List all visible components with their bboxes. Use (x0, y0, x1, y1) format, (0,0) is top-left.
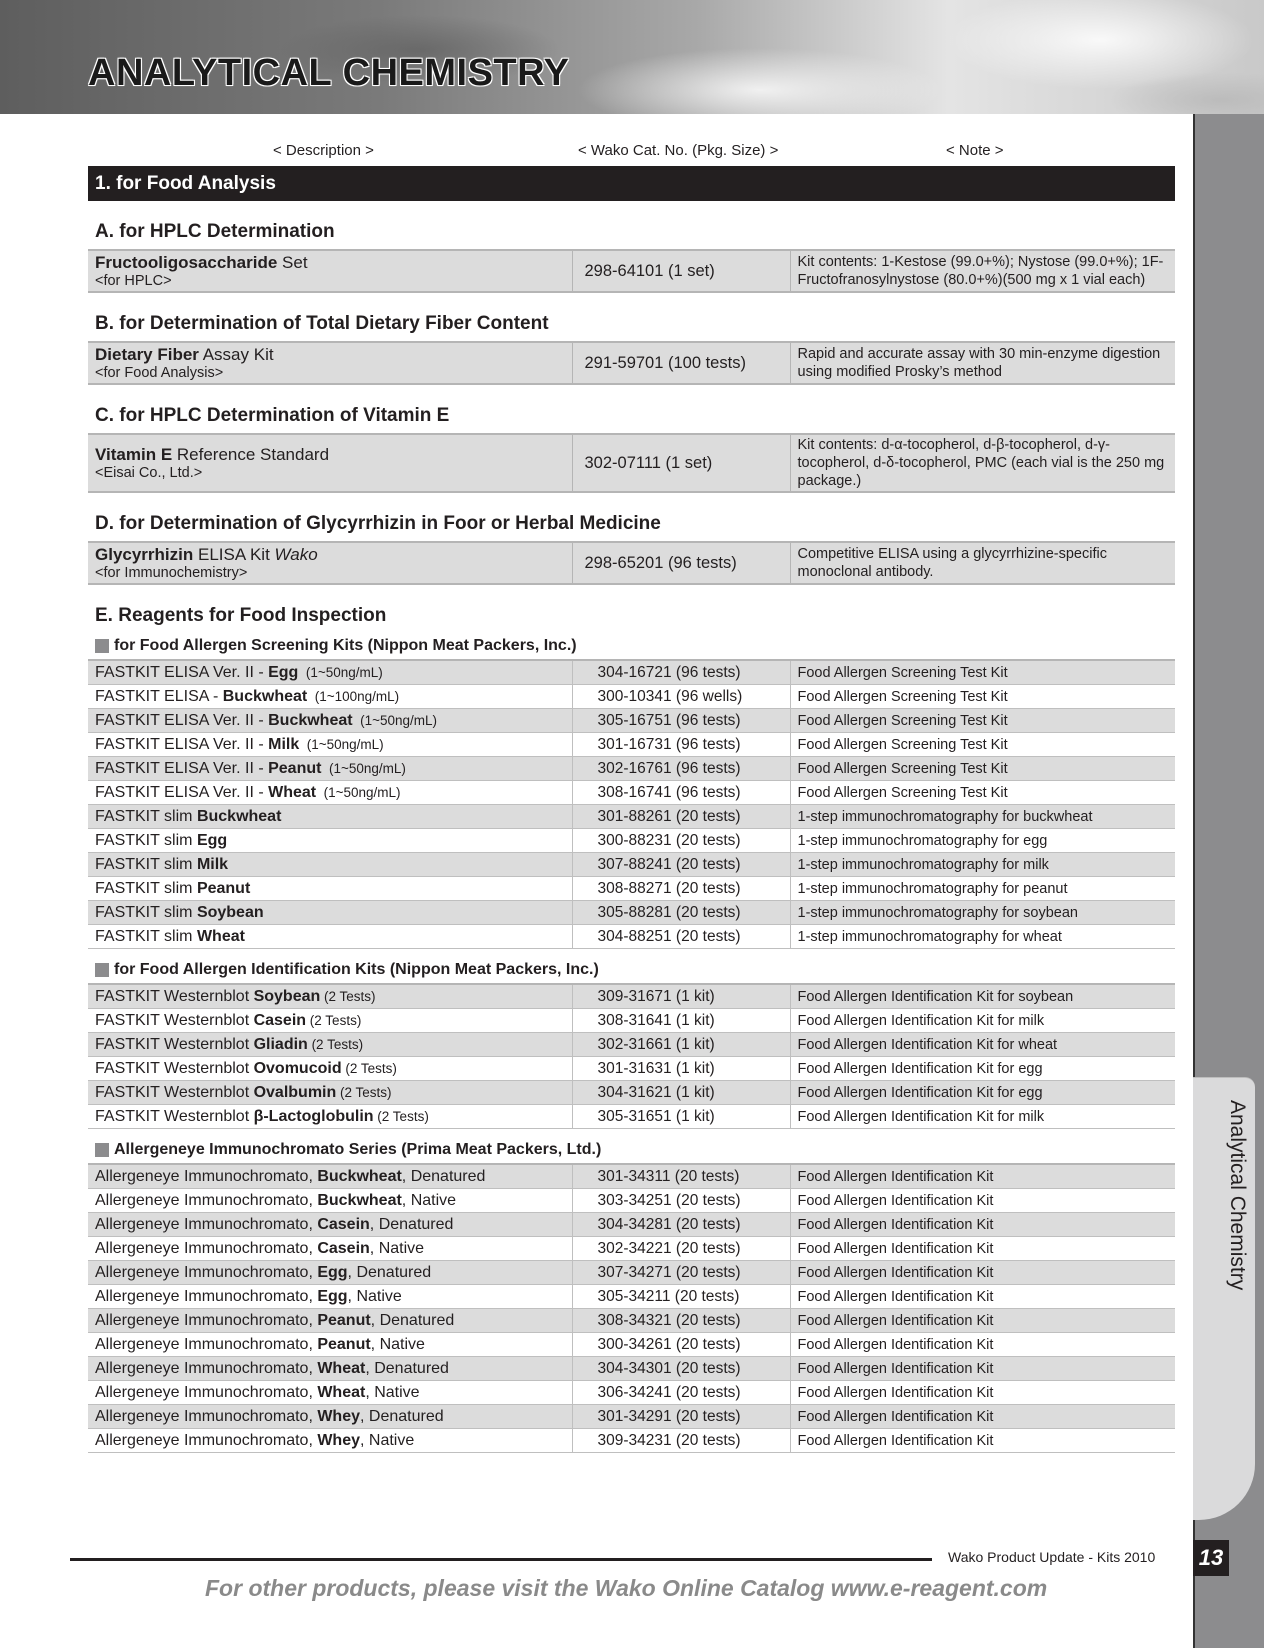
catalog-cell: 301-34311 (20 tests) (572, 1164, 790, 1189)
catalog-cell: 303-34251 (20 tests) (572, 1189, 790, 1213)
note-cell: Food Allergen Identification Kit for egg (790, 1081, 1175, 1105)
product-name: Fructooligosaccharide (95, 253, 278, 272)
product-type: Assay Kit (198, 345, 274, 364)
allergen-name: Soybean (253, 987, 321, 1005)
reagent-groups (88, 637, 1175, 1453)
catalog-cell: 300-10341 (96 wells) (572, 685, 790, 709)
product-suffix: , Denatured (360, 1407, 444, 1425)
column-header-catalog: < Wako Cat. No. (Pkg. Size) > (578, 142, 779, 159)
allergen-name: Wheat (317, 1383, 366, 1401)
subsection-heading-e: E. Reagents for Food Inspection (95, 605, 387, 626)
product-subtitle: <for HPLC> (95, 273, 172, 289)
note-cell: Food Allergen Identification Kit (790, 1309, 1175, 1333)
product-prefix: FASTKIT ELISA Ver. II - (95, 711, 269, 729)
product-table-c (88, 433, 1175, 493)
catalog-cell: 301-88261 (20 tests) (572, 805, 790, 829)
section-heading: 1. for Food Analysis (88, 166, 1175, 201)
table-row (88, 1237, 1175, 1261)
description-cell (88, 1309, 572, 1333)
note-cell: Food Allergen Screening Test Kit (790, 757, 1175, 781)
table-row (88, 925, 1175, 949)
product-range: (1~100ng/mL) (307, 688, 400, 704)
product-suffix: , Denatured (365, 1359, 449, 1377)
table-row (88, 901, 1175, 925)
catalog-cell: 308-31641 (1 kit) (572, 1009, 790, 1033)
allergen-name: Wheat (317, 1359, 366, 1377)
table-row (88, 1429, 1175, 1453)
product-table-d (88, 541, 1175, 585)
product-range: (2 Tests) (341, 1060, 397, 1076)
description-cell (88, 709, 572, 733)
product-name: Vitamin E (95, 445, 173, 464)
description-cell (88, 781, 572, 805)
description-cell (88, 542, 572, 584)
product-prefix: FASTKIT Westernblot (95, 1083, 254, 1101)
catalog-cell: 302-34221 (20 tests) (572, 1237, 790, 1261)
description-cell (88, 1081, 572, 1105)
note-cell: Food Allergen Screening Test Kit (790, 781, 1175, 805)
description-cell (88, 984, 572, 1009)
allergen-name: Milk (268, 735, 300, 753)
product-subtitle: <Eisai Co., Ltd.> (95, 465, 203, 481)
section-tab-label: Analytical Chemistry (1226, 1100, 1249, 1291)
product-prefix: FASTKIT ELISA Ver. II - (95, 663, 269, 681)
note-cell: Food Allergen Identification Kit (790, 1405, 1175, 1429)
product-prefix: FASTKIT slim (95, 807, 197, 825)
table-row (88, 1033, 1175, 1057)
description-cell (88, 1357, 572, 1381)
product-prefix: Allergeneye Immunochromato, (95, 1191, 318, 1209)
table-row (88, 781, 1175, 805)
product-prefix: Allergeneye Immunochromato, (95, 1359, 318, 1377)
catalog-cell: 309-31671 (1 kit) (572, 984, 790, 1009)
allergen-name: Ovalbumin (253, 1083, 337, 1101)
allergen-name: Buckwheat (196, 807, 282, 825)
catalog-cell: 302-16761 (96 tests) (572, 757, 790, 781)
table-row (88, 1164, 1175, 1189)
note-cell: Food Allergen Identification Kit (790, 1285, 1175, 1309)
table-row (88, 1333, 1175, 1357)
product-range: (1~50ng/mL) (299, 736, 384, 752)
description-cell (88, 1057, 572, 1081)
product-range: (1~50ng/mL) (352, 712, 437, 728)
catalog-cell: 304-16721 (96 tests) (572, 660, 790, 685)
note-cell: Food Allergen Identification Kit for soybean (790, 984, 1175, 1009)
description-cell (88, 1009, 572, 1033)
note-cell: Food Allergen Identification Kit (790, 1357, 1175, 1381)
note-cell: Food Allergen Identification Kit for milk (790, 1105, 1175, 1129)
product-table-a (88, 249, 1175, 293)
table-row (88, 685, 1175, 709)
note-cell: Kit contents: 1-Kestose (99.0+%); Nystose (99.0+%); 1F-Fructofranosylnystose (80.0+%)(500 mg x 1 vial each) (790, 250, 1175, 292)
product-prefix: Allergeneye Immunochromato, (95, 1335, 318, 1353)
subsection-heading-b: B. for Determination of Total Dietary Fiber Content (95, 313, 549, 334)
table-row (88, 1357, 1175, 1381)
product-prefix: FASTKIT Westernblot (95, 987, 254, 1005)
allergen-name: Peanut (268, 759, 322, 777)
table-row (88, 829, 1175, 853)
allergen-name: Egg (268, 663, 299, 681)
description-cell (88, 685, 572, 709)
catalog-cell: 305-88281 (20 tests) (572, 901, 790, 925)
allergen-name: Peanut (317, 1311, 371, 1329)
product-suffix: , Denatured (401, 1167, 486, 1185)
product-prefix: Allergeneye Immunochromato, (95, 1407, 318, 1425)
note-cell: 1-step immunochromatography for soybean (790, 901, 1175, 925)
catalog-cell: 302-07111 (1 set) (572, 434, 790, 492)
product-list-table (88, 1163, 1175, 1453)
catalog-cell: 306-34241 (20 tests) (572, 1381, 790, 1405)
product-prefix: FASTKIT slim (95, 831, 197, 849)
note-cell: Food Allergen Identification Kit (790, 1429, 1175, 1453)
description-cell (88, 829, 572, 853)
catalog-cell: 308-88271 (20 tests) (572, 877, 790, 901)
allergen-name: Buckwheat (317, 1191, 402, 1209)
product-prefix: Allergeneye Immunochromato, (95, 1239, 318, 1257)
column-header-description: < Description > (273, 142, 374, 159)
table-row (88, 853, 1175, 877)
description-cell (88, 250, 572, 292)
allergen-name: Egg (317, 1287, 348, 1305)
product-subtitle: <for Food Analysis> (95, 365, 224, 381)
note-cell: Food Allergen Identification Kit (790, 1189, 1175, 1213)
product-range: (1~50ng/mL) (321, 760, 406, 776)
table-row (88, 733, 1175, 757)
catalog-cell: 308-34321 (20 tests) (572, 1309, 790, 1333)
description-cell (88, 1285, 572, 1309)
catalog-cell: 301-16731 (96 tests) (572, 733, 790, 757)
product-range: (1~50ng/mL) (298, 664, 383, 680)
allergen-name: Casein (317, 1239, 370, 1257)
description-cell (88, 1164, 572, 1189)
table-row (88, 1261, 1175, 1285)
table-row (88, 1189, 1175, 1213)
catalog-cell: 304-88251 (20 tests) (572, 925, 790, 949)
description-cell (88, 1105, 572, 1129)
product-range: (1~50ng/mL) (316, 784, 401, 800)
description-cell (88, 733, 572, 757)
table-row (88, 1309, 1175, 1333)
catalog-cell: 305-31651 (1 kit) (572, 1105, 790, 1129)
catalog-content (88, 138, 1175, 1453)
product-table-b (88, 341, 1175, 385)
product-name: Dietary Fiber (95, 345, 199, 364)
product-prefix: FASTKIT slim (95, 879, 197, 897)
table-row (88, 1105, 1175, 1129)
table-row (88, 877, 1175, 901)
description-cell (88, 901, 572, 925)
catalog-cell: 301-34291 (20 tests) (572, 1405, 790, 1429)
header-banner (0, 0, 1264, 114)
description-cell (88, 1261, 572, 1285)
allergen-name: Whey (317, 1407, 360, 1425)
allergen-name: Buckwheat (268, 711, 353, 729)
table-row (88, 342, 1175, 384)
product-type: Set (277, 253, 308, 272)
catalog-cell: 305-34211 (20 tests) (572, 1285, 790, 1309)
allergen-name: Casein (317, 1215, 370, 1233)
product-list-table (88, 983, 1175, 1129)
note-cell: 1-step immunochromatography for milk (790, 853, 1175, 877)
product-prefix: FASTKIT ELISA Ver. II - (95, 759, 269, 777)
catalog-cell: 307-34271 (20 tests) (572, 1261, 790, 1285)
table-row (88, 984, 1175, 1009)
brand-name: Wako (274, 545, 318, 564)
description-cell (88, 1429, 572, 1453)
allergen-name: Gliadin (253, 1035, 308, 1053)
product-suffix: , Native (365, 1383, 420, 1401)
page-number: 13 (1193, 1540, 1229, 1576)
allergen-name: β-Lactoglobulin (253, 1107, 374, 1125)
allergen-name: Casein (253, 1011, 307, 1029)
product-suffix: , Native (401, 1191, 457, 1209)
product-prefix: Allergeneye Immunochromato, (95, 1431, 318, 1449)
square-bullet-icon (95, 639, 109, 653)
product-range: (2 Tests) (320, 988, 376, 1004)
group-title: Allergeneye Immunochromato Series (Prima Meat Packers, Ltd.) (114, 1141, 602, 1158)
product-suffix: , Native (347, 1287, 402, 1305)
note-cell: Food Allergen Identification Kit (790, 1261, 1175, 1285)
allergen-name: Peanut (196, 879, 251, 897)
note-cell: Food Allergen Screening Test Kit (790, 709, 1175, 733)
allergen-name: Buckwheat (222, 687, 308, 705)
product-prefix: FASTKIT Westernblot (95, 1059, 254, 1077)
description-cell (88, 1033, 572, 1057)
description-cell (88, 853, 572, 877)
allergen-name: Wheat (268, 783, 317, 801)
note-cell: Food Allergen Screening Test Kit (790, 660, 1175, 685)
description-cell (88, 434, 572, 492)
allergen-name: Peanut (317, 1335, 371, 1353)
product-subtitle: <for Immunochemistry> (95, 565, 248, 581)
note-cell: 1-step immunochromatography for wheat (790, 925, 1175, 949)
product-prefix: FASTKIT Westernblot (95, 1035, 254, 1053)
group-heading (95, 1141, 1175, 1159)
table-row (88, 1213, 1175, 1237)
product-suffix: , Native (369, 1239, 425, 1257)
product-prefix: Allergeneye Immunochromato, (95, 1383, 318, 1401)
product-type: Reference Standard (172, 445, 330, 464)
product-suffix: , Native (370, 1335, 425, 1353)
product-range: (2 Tests) (306, 1012, 362, 1028)
table-row (88, 1081, 1175, 1105)
product-name: Glycyrrhizin (95, 545, 194, 564)
catalog-cell: 308-16741 (96 tests) (572, 781, 790, 805)
allergen-name: Buckwheat (317, 1167, 402, 1185)
table-row (88, 1009, 1175, 1033)
note-cell: 1-step immunochromatography for buckwheat (790, 805, 1175, 829)
note-cell: Rapid and accurate assay with 30 min-enzyme digestion using modified Prosky’s method (790, 342, 1175, 384)
note-cell: Food Allergen Identification Kit for wheat (790, 1033, 1175, 1057)
allergen-name: Ovomucoid (253, 1059, 342, 1077)
product-suffix: , Denatured (370, 1311, 455, 1329)
note-cell: Food Allergen Screening Test Kit (790, 733, 1175, 757)
catalog-cell: 298-65201 (96 tests) (572, 542, 790, 584)
allergen-name: Milk (196, 855, 229, 873)
product-prefix: FASTKIT Westernblot (95, 1011, 254, 1029)
catalog-cell: 300-88231 (20 tests) (572, 829, 790, 853)
product-suffix: , Denatured (347, 1263, 432, 1281)
catalog-cell: 307-88241 (20 tests) (572, 853, 790, 877)
catalog-cell: 301-31631 (1 kit) (572, 1057, 790, 1081)
product-range: (2 Tests) (373, 1108, 429, 1124)
description-cell (88, 877, 572, 901)
square-bullet-icon (95, 1143, 109, 1157)
description-cell (88, 1333, 572, 1357)
column-header-note: < Note > (946, 142, 1004, 159)
catalog-cell: 309-34231 (20 tests) (572, 1429, 790, 1453)
catalog-cell: 304-31621 (1 kit) (572, 1081, 790, 1105)
note-cell: Food Allergen Identification Kit (790, 1164, 1175, 1189)
description-cell (88, 805, 572, 829)
note-cell: Food Allergen Identification Kit (790, 1213, 1175, 1237)
group-heading (95, 637, 1175, 655)
catalog-cell: 300-34261 (20 tests) (572, 1333, 790, 1357)
footer-rule (70, 1558, 932, 1561)
description-cell (88, 660, 572, 685)
group-heading (95, 961, 1175, 979)
subsection-heading-d: D. for Determination of Glycyrrhizin in Foor or Herbal Medicine (95, 513, 661, 534)
note-cell: Food Allergen Identification Kit (790, 1237, 1175, 1261)
note-cell: 1-step immunochromatography for egg (790, 829, 1175, 853)
note-cell: Food Allergen Identification Kit for milk (790, 1009, 1175, 1033)
description-cell (88, 925, 572, 949)
product-prefix: Allergeneye Immunochromato, (95, 1263, 318, 1281)
table-row (88, 542, 1175, 584)
table-row (88, 1057, 1175, 1081)
product-prefix: FASTKIT slim (95, 903, 197, 921)
note-cell: Food Allergen Identification Kit for egg (790, 1057, 1175, 1081)
note-cell: 1-step immunochromatography for peanut (790, 877, 1175, 901)
description-cell (88, 342, 572, 384)
allergen-name: Soybean (196, 903, 264, 921)
square-bullet-icon (95, 963, 109, 977)
table-row (88, 660, 1175, 685)
product-suffix: , Native (360, 1431, 415, 1449)
group-title: for Food Allergen Screening Kits (Nippon Meat Packers, Inc.) (114, 637, 577, 654)
page-title: ANALYTICAL CHEMISTRY (88, 52, 570, 94)
catalog-cell: 305-16751 (96 tests) (572, 709, 790, 733)
allergen-name: Whey (317, 1431, 360, 1449)
description-cell (88, 1237, 572, 1261)
product-range: (2 Tests) (336, 1084, 392, 1100)
table-row (88, 250, 1175, 292)
product-prefix: FASTKIT ELISA Ver. II - (95, 783, 269, 801)
footer-caption: Wako Product Update - Kits 2010 (948, 1549, 1156, 1565)
catalog-cell: 304-34281 (20 tests) (572, 1213, 790, 1237)
allergen-name: Egg (196, 831, 228, 849)
description-cell (88, 1189, 572, 1213)
product-prefix: FASTKIT slim (95, 855, 197, 873)
product-type: ELISA Kit (193, 545, 275, 564)
table-row (88, 1381, 1175, 1405)
product-range: (2 Tests) (307, 1036, 364, 1052)
product-prefix: Allergeneye Immunochromato, (95, 1215, 318, 1233)
product-prefix: Allergeneye Immunochromato, (95, 1311, 318, 1329)
table-row (88, 1405, 1175, 1429)
footer-catalog-link[interactable]: For other products, please visit the Wako Online Catalog www.e-reagent.com (205, 1575, 1048, 1601)
description-cell (88, 757, 572, 781)
allergen-name: Wheat (196, 927, 245, 945)
note-cell: Food Allergen Screening Test Kit (790, 685, 1175, 709)
column-headers (88, 138, 1175, 164)
note-cell: Competitive ELISA using a glycyrrhizine-specific monoclonal antibody. (790, 542, 1175, 584)
note-cell: Food Allergen Identification Kit (790, 1333, 1175, 1357)
subsection-heading-a: A. for HPLC Determination (95, 221, 335, 242)
product-prefix: Allergeneye Immunochromato, (95, 1287, 318, 1305)
group-title: for Food Allergen Identification Kits (Nippon Meat Packers, Inc.) (114, 961, 599, 978)
catalog-cell: 298-64101 (1 set) (572, 250, 790, 292)
description-cell (88, 1381, 572, 1405)
note-cell: Food Allergen Identification Kit (790, 1381, 1175, 1405)
note-cell: Kit contents: d-α-tocopherol, d-β-tocopherol, d-γ-tocopherol, d-δ-tocopherol, PMC (each vial is the 250 mg package.) (790, 434, 1175, 492)
allergen-name: Egg (317, 1263, 348, 1281)
catalog-cell: 304-34301 (20 tests) (572, 1357, 790, 1381)
table-row (88, 805, 1175, 829)
product-list-table (88, 659, 1175, 949)
catalog-cell: 291-59701 (100 tests) (572, 342, 790, 384)
product-prefix: Allergeneye Immunochromato, (95, 1167, 318, 1185)
subsection-heading-c: C. for HPLC Determination of Vitamin E (95, 405, 450, 426)
table-row (88, 434, 1175, 492)
product-prefix: FASTKIT ELISA Ver. II - (95, 735, 269, 753)
table-row (88, 757, 1175, 781)
product-prefix: FASTKIT slim (95, 927, 197, 945)
table-row (88, 709, 1175, 733)
table-row (88, 1285, 1175, 1309)
product-prefix: FASTKIT Westernblot (95, 1107, 254, 1125)
catalog-cell: 302-31661 (1 kit) (572, 1033, 790, 1057)
description-cell (88, 1213, 572, 1237)
product-prefix: FASTKIT ELISA - (95, 687, 223, 705)
description-cell (88, 1405, 572, 1429)
product-suffix: , Denatured (369, 1215, 454, 1233)
